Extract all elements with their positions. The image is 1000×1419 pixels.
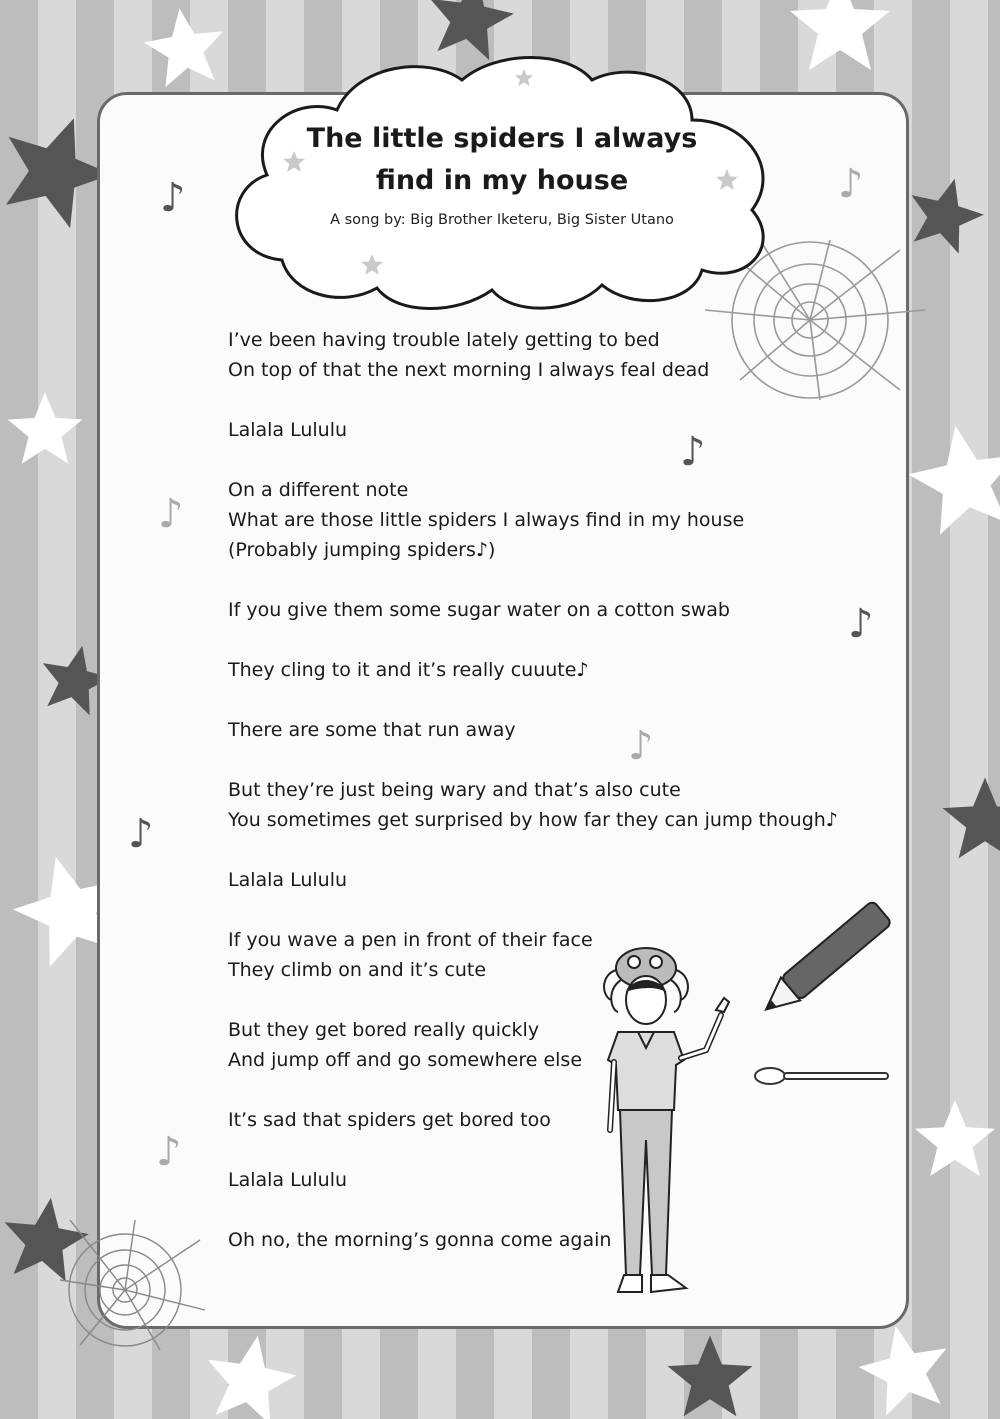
lyric-line: What are those little spiders I always find in my house	[228, 509, 745, 531]
lyric-line: On top of that the next morning I always feal dead	[228, 359, 710, 381]
lyric-line	[228, 1135, 878, 1165]
lyric-line: And jump off and go somewhere else	[228, 1049, 583, 1071]
pen-icon	[750, 895, 900, 1025]
music-note-icon: ♪	[848, 601, 874, 647]
lyric-line	[228, 1195, 878, 1225]
lyric-line: (Probably jumping spiders♪)	[228, 539, 496, 561]
lyric-line: I’ve been having trouble lately getting to bed	[228, 329, 660, 351]
music-note-icon: ♪	[156, 1129, 182, 1175]
lyric-line: But they’re just being wary and that’s also cute	[228, 779, 681, 801]
song-credit: A song by: Big Brother Iketeru, Big Sister Utano	[330, 212, 674, 228]
lyric-line: They cling to it and it’s really cuuute♪	[228, 659, 589, 681]
lyric-line: Lalala Lululu	[228, 419, 348, 441]
song-title-line-1: The little spiders I always	[306, 123, 698, 154]
lyric-line: Lalala Lululu	[228, 869, 348, 891]
lyric-line	[228, 835, 878, 865]
lyric-line: Oh no, the morning’s gonna come again	[228, 1229, 612, 1251]
music-note-icon: ♪	[160, 175, 186, 221]
music-note-icon: ♪	[158, 491, 184, 537]
lyric-line: They climb on and it’s cute	[228, 959, 487, 981]
lyric-line	[228, 745, 878, 775]
lyric-line: You sometimes get surprised by how far they can jump though♪	[228, 809, 838, 831]
lyric-line: Lalala Lululu	[228, 1169, 348, 1191]
music-note-icon: ♪	[680, 429, 706, 475]
lyric-line	[228, 445, 878, 475]
lyric-line	[228, 685, 878, 715]
lyric-line	[228, 625, 878, 655]
music-note-icon: ♪	[628, 723, 654, 769]
boy-illustration	[596, 940, 746, 1310]
spider-web-icon	[60, 1220, 210, 1350]
song-title-line-2: find in my house	[375, 165, 629, 196]
lyric-line	[228, 385, 878, 415]
lyric-line: If you wave a pen in front of their face	[228, 929, 593, 951]
lyric-line: On a different note	[228, 479, 409, 501]
lyric-line: There are some that run away	[228, 719, 516, 741]
lyric-line: It’s sad that spiders get bored too	[228, 1109, 551, 1131]
music-note-icon: ♪	[128, 811, 154, 857]
cotton-swab-icon	[752, 1062, 892, 1092]
lyric-line: But they get bored really quickly	[228, 1019, 540, 1041]
lyric-line: If you give them some sugar water on a cotton swab	[228, 599, 730, 621]
song-title	[222, 118, 782, 202]
lyric-line	[228, 565, 878, 595]
music-note-icon: ♪	[838, 161, 864, 207]
lyrics-body	[228, 325, 878, 1255]
